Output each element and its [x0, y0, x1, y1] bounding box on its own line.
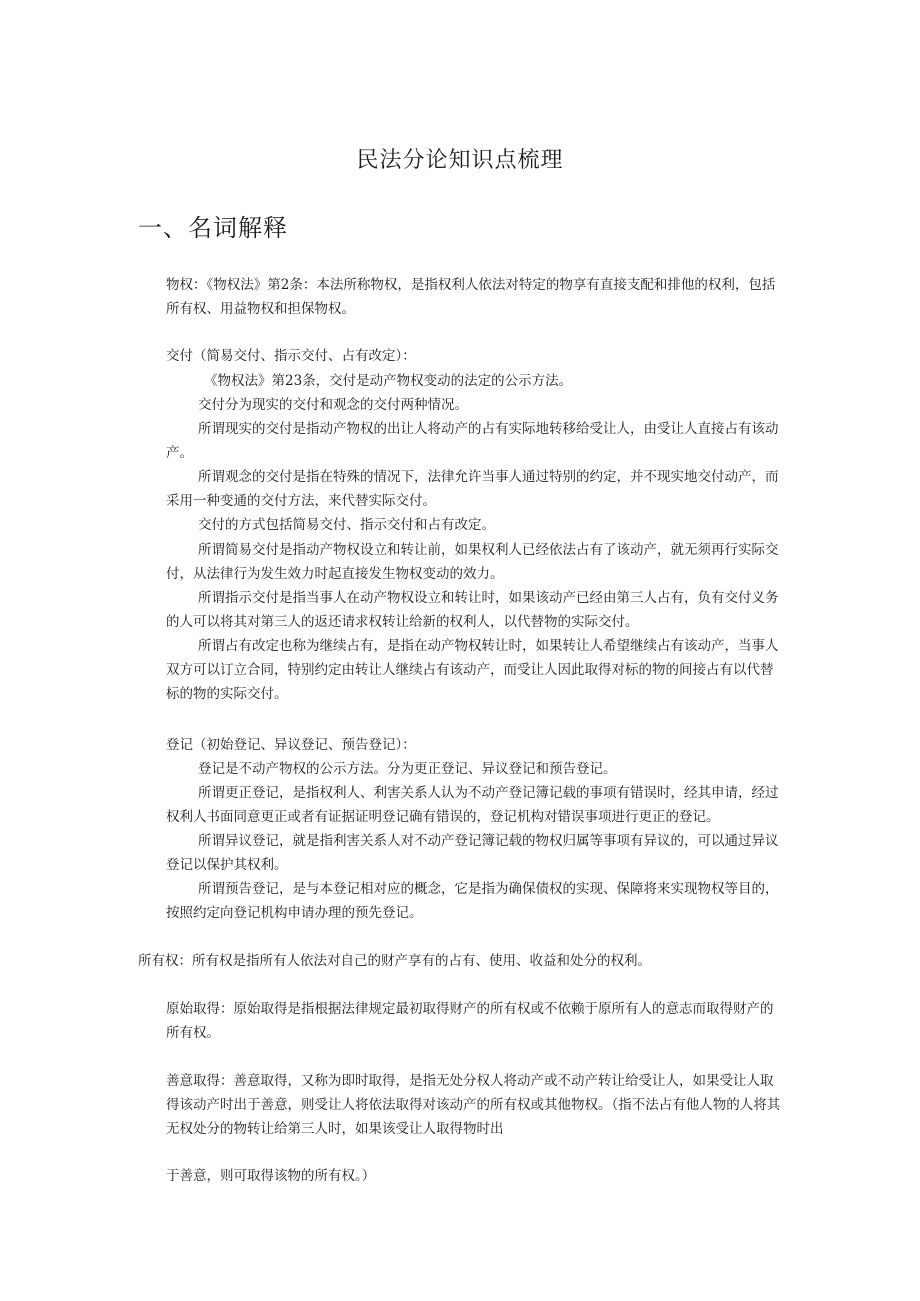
entry-suoyouquan: 所有权：所有权是指所有人依法对自己的财产享有的占有、使用、收益和处分的权利。: [138, 953, 651, 969]
jiaofu-paragraph-8: 所谓占有改定也称为继续占有，是指在动产物权转让时，如果转让人希望继续占有该动产，当事人双方可以订立合同，特别约定由转让人继续占有该动产，而受让人因此取得对标的物的间接占有以代替标的物的实际交付。: [166, 638, 779, 702]
jiaofu-paragraph-1: 《物权法》第23条，交付是动产物权变动的法定的公示方法。: [204, 373, 573, 389]
section-heading: 一、名词解释: [138, 214, 288, 242]
dengji-paragraph-4: 所谓预告登记，是与本登记相对应的概念，它是指为确保债权的实现、保障将来实现物权等目的，按照约定向登记机构申请办理的预先登记。: [166, 881, 779, 921]
entry-wuquan: 物权：《物权法》第2条：本法所称物权，是指权利人依法对特定的物享有直接支配和排他的权利，包括所有权、用益物权和担保物权。: [166, 277, 776, 317]
jiaofu-paragraph-4: 所谓观念的交付是指在特殊的情况下，法律允许当事人通过特别的约定，并不现实地交付动产，而采用一种变通的交付方法，来代替实际交付。: [166, 469, 779, 509]
entry-yuanshi: 原始取得：原始取得是指根据法律规定最初取得财产的所有权或不依赖于原所有人的意志而取得财产的所有权。: [166, 1001, 774, 1041]
dengji-paragraph-1: 登记是不动产物权的公示方法。分为更正登记、异议登记和预告登记。: [198, 761, 617, 777]
jiaofu-paragraph-7: 所谓指示交付是指当事人在动产物权设立和转让时，如果该动产已经由第三人占有，负有交付义务的人可以将其对第三人的返还请求权转让给新的权利人，以代替物的实际交付。: [166, 590, 779, 630]
jiaofu-paragraph-2: 交付分为现实的交付和观念的交付两种情况。: [198, 397, 468, 413]
jiaofu-paragraph-5: 交付的方式包括简易交付、指示交付和占有改定。: [198, 517, 495, 533]
dengji-paragraph-2: 所谓更正登记，是指权利人、利害关系人认为不动产登记簿记载的事项有错误时，经其申请，经过权利人书面同意更正或者有证据证明登记确有错误的，登记机构对错误事项进行更正的登记。: [166, 785, 779, 825]
entry-shanyi-continued: 于善意，则可取得该物的所有权。）: [166, 1168, 376, 1184]
document-title: 民法分论知识点梳理: [356, 148, 564, 173]
dengji-paragraph-3: 所谓异议登记，就是指利害关系人对不动产登记簿记载的物权归属等事项有异议的，可以通过异议登记以保护其权利。: [166, 833, 779, 873]
jiaofu-paragraph-3: 所谓现实的交付是指动产物权的出让人将动产的占有实际地转移给受让人，由受让人直接占有该动产。: [166, 421, 779, 461]
entry-shanyi: 善意取得：善意取得，又称为即时取得，是指无处分权人将动产或不动产转让给受让人，如果受让人取得该动产时出于善意，则受让人将依法取得对该动产的所有权或其他物权。（指不法占有他人物的人将其无权处分的物转让给第三人时，如果该受让人取得物时出: [166, 1073, 781, 1137]
entry-jiaofu-heading: 交付（简易交付、指示交付、占有改定）：: [166, 348, 416, 364]
jiaofu-paragraph-6: 所谓简易交付是指动产物权设立和转让前，如果权利人已经依法占有了该动产，就无须再行实际交付，从法律行为发生效力时起直接发生物权变动的效力。: [166, 542, 779, 582]
entry-dengji-heading: 登记（初始登记、异议登记、预告登记）：: [166, 737, 416, 753]
